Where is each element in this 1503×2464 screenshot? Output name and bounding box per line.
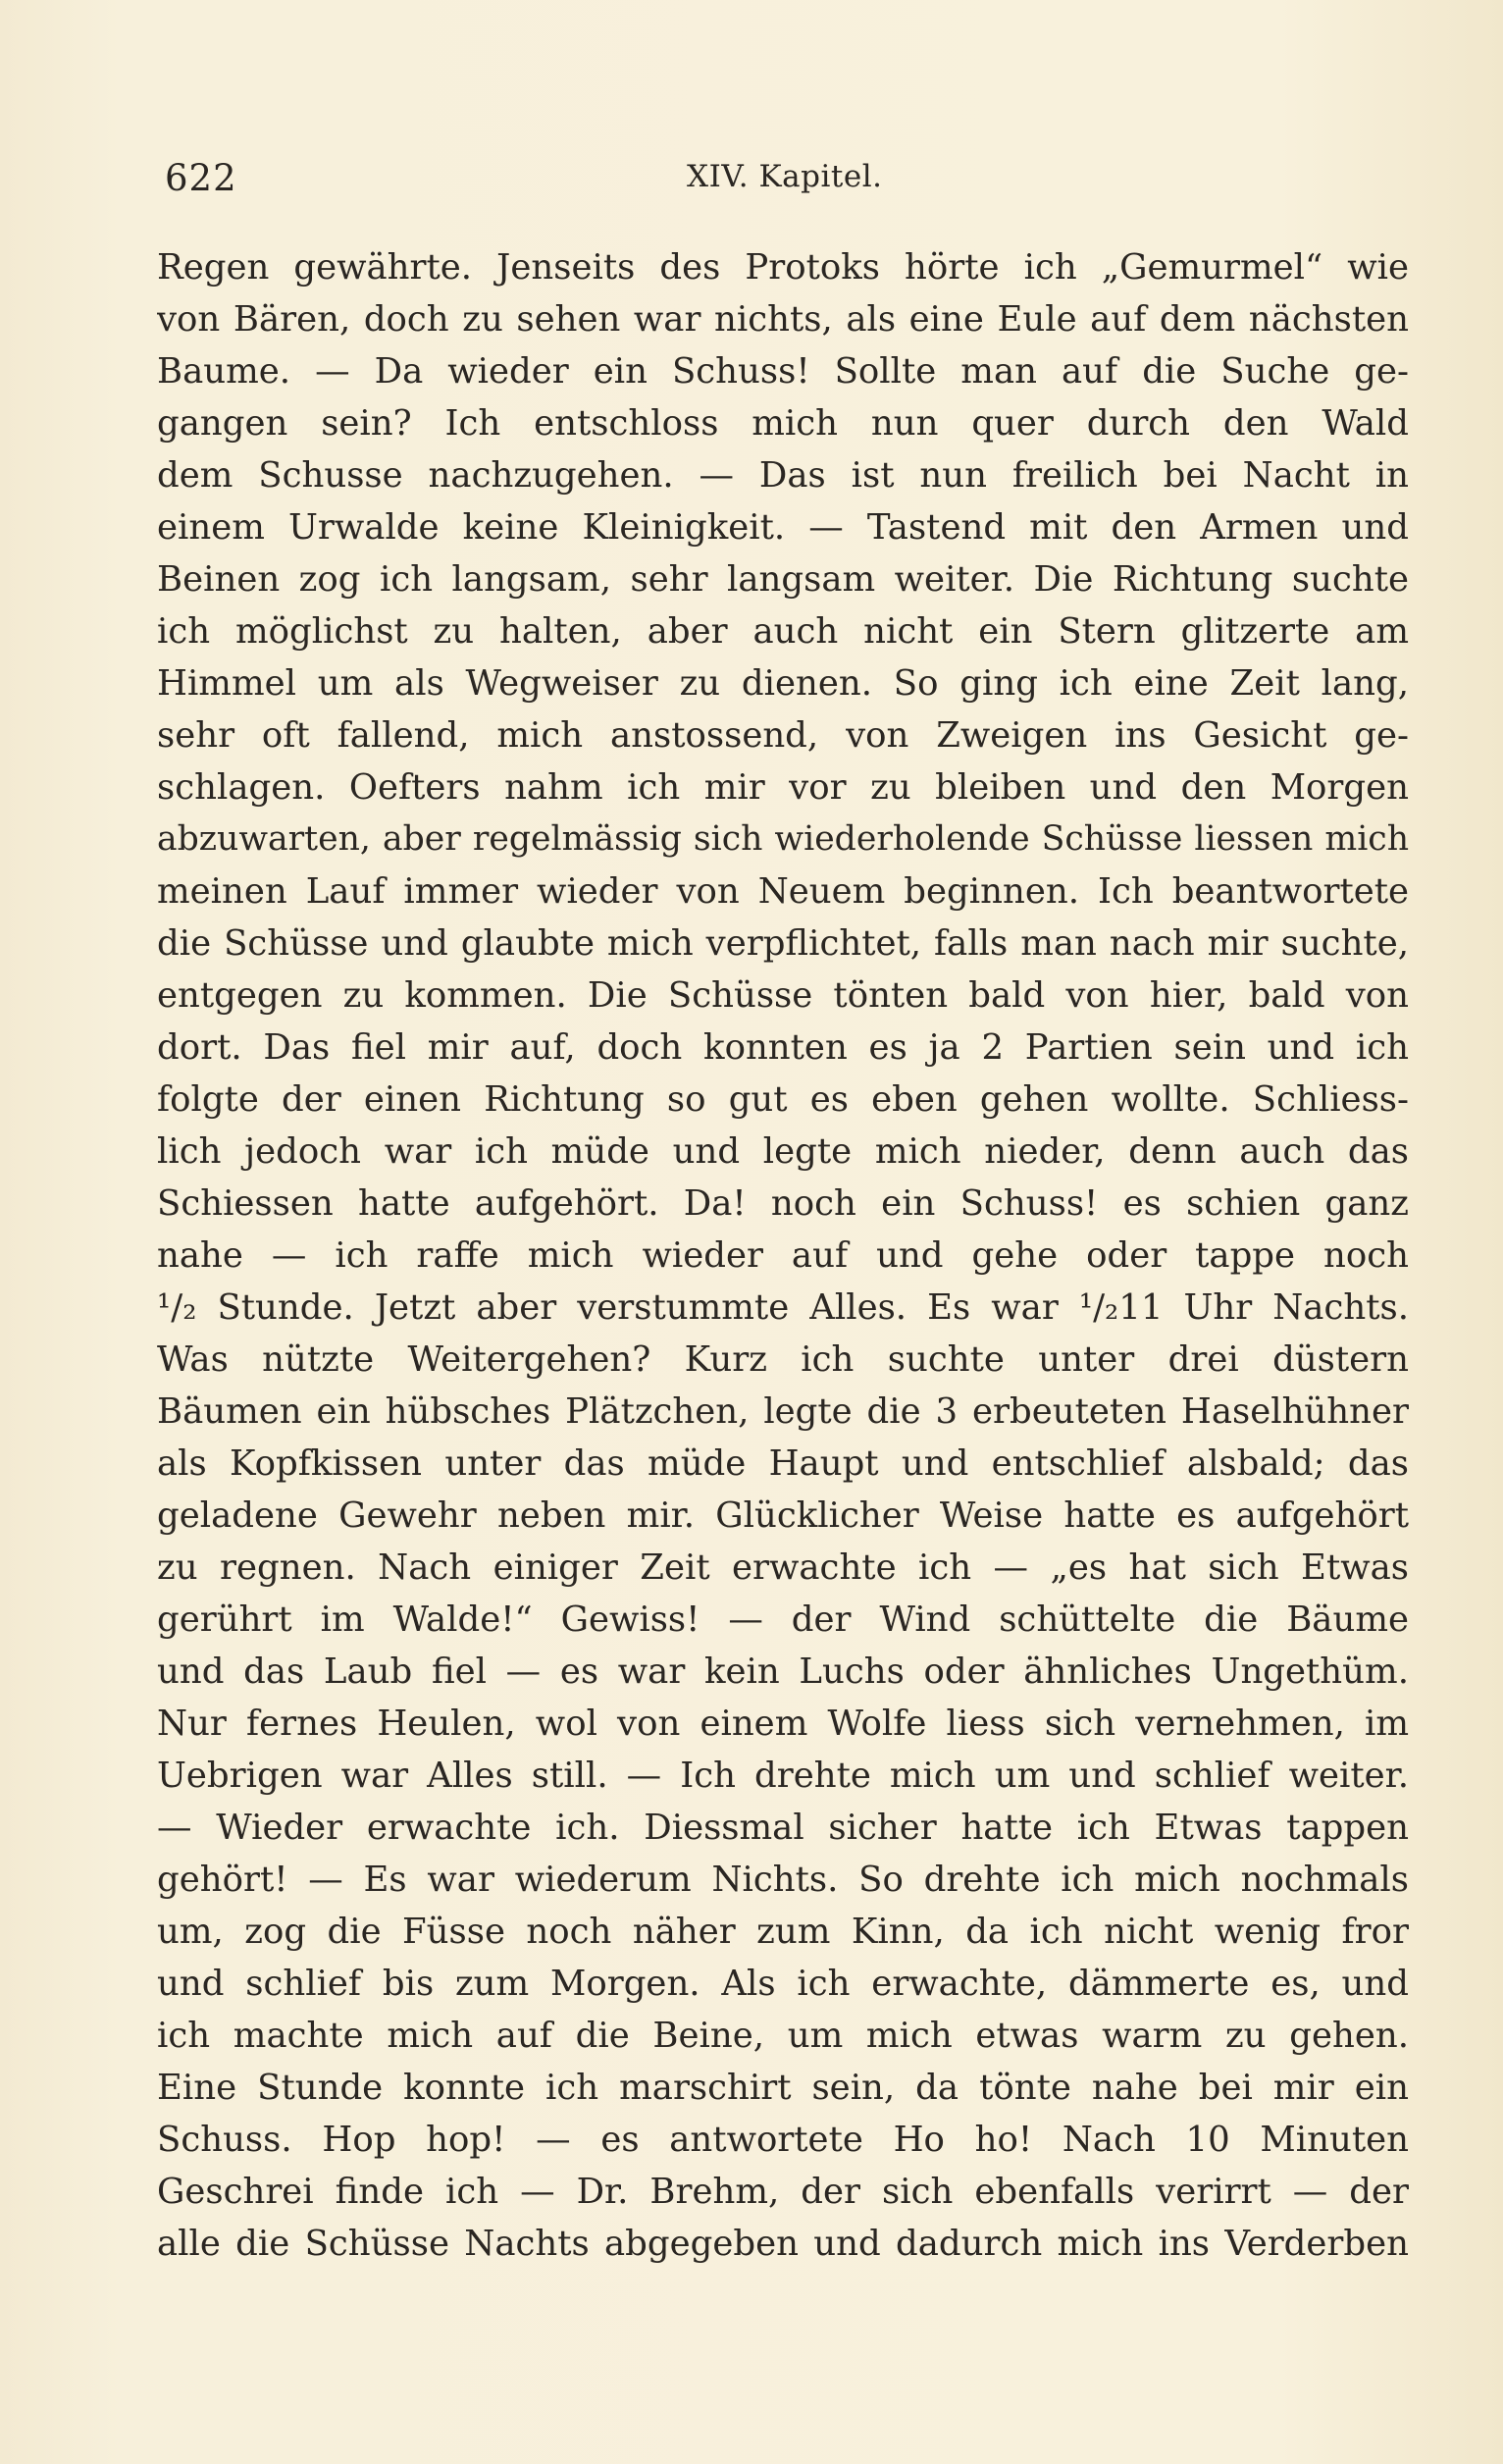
text-line: Eine Stunde konnte ich marschirt sein, da tönte nahe bei mir ein xyxy=(157,2068,1409,2108)
text-line: zu regnen. Nach einiger Zeit erwachte ich — „es hat sich Etwas xyxy=(157,1547,1409,1588)
text-line: Uebrigen war Alles still. — Ich drehte mich um und schlief weiter. xyxy=(157,1756,1409,1796)
text-line: gerührt im Walde!“ Gewiss! — der Wind schüttelte die Bäume xyxy=(157,1599,1409,1640)
text-line: entgegen zu kommen. Die Schüsse tönten bald von hier, bald von xyxy=(157,975,1409,1016)
text-line: dort. Das fiel mir auf, doch konnten es ja 2 Partien sein und ich xyxy=(157,1027,1409,1068)
text-line: Baume. — Da wieder ein Schuss! Sollte man auf die Suche ge- xyxy=(157,351,1409,392)
text-line: Schuss. Hop hop! — es antwortete Ho ho! Nach 10 Minuten xyxy=(157,2120,1409,2160)
text-line: schlagen. Oefters nahm ich mir vor zu bleiben und den Morgen xyxy=(157,767,1409,808)
text-line: sehr oft fallend, mich anstossend, von Zweigen ins Gesicht ge- xyxy=(157,715,1409,756)
text-line: — Wieder erwachte ich. Diessmal sicher hatte ich Etwas tappen xyxy=(157,1808,1409,1848)
page-number: 622 xyxy=(165,157,237,199)
text-line: Nur fernes Heulen, wol von einem Wolfe liess sich vernehmen, im xyxy=(157,1704,1409,1744)
text-line: lich jedoch war ich müde und legte mich nieder, denn auch das xyxy=(157,1131,1409,1172)
page-header xyxy=(165,157,1407,206)
text-line: einem Urwalde keine Kleinigkeit. — Tastend mit den Armen und xyxy=(157,507,1409,548)
text-line: Himmel um als Wegweiser zu dienen. So ging ich eine Zeit lang, xyxy=(157,663,1409,704)
text-line: um, zog die Füsse noch näher zum Kinn, da ich nicht wenig fror xyxy=(157,1912,1409,1952)
text-line: die Schüsse und glaubte mich verpflichtet, falls man nach mir suchte, xyxy=(157,923,1409,964)
running-head: XIV. Kapitel. xyxy=(687,159,883,194)
text-line: gehört! — Es war wiederum Nichts. So drehte ich mich nochmals xyxy=(157,1860,1409,1900)
body-text xyxy=(157,241,1409,2270)
text-line: ich machte mich auf die Beine, um mich etwas warm zu gehen. xyxy=(157,2016,1409,2056)
text-line: als Kopfkissen unter das müde Haupt und entschlief alsbald; das xyxy=(157,1443,1409,1484)
text-line: Bäumen ein hübsches Plätzchen, legte die 3 erbeuteten Haselhühner xyxy=(157,1391,1409,1432)
text-line: und schlief bis zum Morgen. Als ich erwachte, dämmerte es, und xyxy=(157,1964,1409,2004)
text-line: nahe — ich raffe mich wieder auf und gehe oder tappe noch xyxy=(157,1235,1409,1276)
text-line: von Bären, doch zu sehen war nichts, als eine Eule auf dem nächsten xyxy=(157,299,1409,340)
text-line: alle die Schüsse Nachts abgegeben und dadurch mich ins Verderben xyxy=(157,2224,1409,2264)
text-line: Beinen zog ich langsam, sehr langsam weiter. Die Richtung suchte xyxy=(157,559,1409,600)
text-line: abzuwarten, aber regelmässig sich wiederholende Schüsse liessen mich xyxy=(157,819,1409,859)
text-line: Geschrei finde ich — Dr. Brehm, der sich ebenfalls verirrt — der xyxy=(157,2172,1409,2212)
text-line: ¹/₂ Stunde. Jetzt aber verstummte Alles. Es war ¹/₂11 Uhr Nachts. xyxy=(157,1287,1409,1328)
text-line: ich möglichst zu halten, aber auch nicht ein Stern glitzerte am xyxy=(157,611,1409,652)
text-line: und das Laub fiel — es war kein Luchs oder ähnliches Ungethüm. xyxy=(157,1651,1409,1692)
text-line: dem Schusse nachzugehen. — Das ist nun freilich bei Nacht in xyxy=(157,455,1409,496)
text-line: meinen Lauf immer wieder von Neuem beginnen. Ich beantwortete xyxy=(157,871,1409,912)
text-line: Regen gewährte. Jenseits des Protoks hörte ich „Gemurmel“ wie xyxy=(157,247,1409,288)
text-line: gangen sein? Ich entschloss mich nun quer durch den Wald xyxy=(157,403,1409,444)
text-line: Was nützte Weitergehen? Kurz ich suchte unter drei düstern xyxy=(157,1339,1409,1380)
text-line: Schiessen hatte aufgehört. Da! noch ein Schuss! es schien ganz xyxy=(157,1183,1409,1224)
text-line: folgte der einen Richtung so gut es eben gehen wollte. Schliess- xyxy=(157,1079,1409,1120)
text-line: geladene Gewehr neben mir. Glücklicher Weise hatte es aufgehört xyxy=(157,1495,1409,1536)
